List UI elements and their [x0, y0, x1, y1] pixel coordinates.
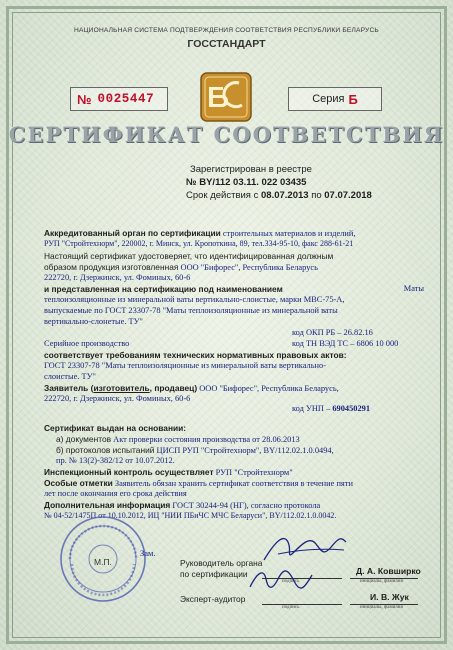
- number-sign: №: [77, 91, 92, 107]
- manufactured-label: образом продукция изготовленная: [44, 262, 179, 272]
- head-signature-icon: [258, 530, 348, 568]
- protocols-line-2: пр. № 13(2)-382/12 от 10.07.2012.: [56, 456, 175, 465]
- issued-on-basis-label: Сертификат выдан на основании:: [44, 423, 187, 433]
- unp-label: код УНП –: [292, 404, 331, 413]
- accredited-value: строительных материалов и изделий,: [222, 229, 356, 238]
- registration-number: № BY/112 03.11. 022 03435: [186, 177, 307, 188]
- presented-value-start: Маты: [403, 284, 424, 293]
- inspection-label: Инспекционный контроль осуществляет: [44, 467, 214, 477]
- head-name: Д. А. Ковширко: [356, 566, 421, 576]
- protocols-label: б) протоколов испытаний: [56, 445, 155, 455]
- documents-value: Акт проверки состояния производства от 28.06.2013: [113, 435, 300, 444]
- expert-signature-line: [262, 604, 342, 605]
- certificate-number: 0025447: [97, 92, 155, 106]
- applicant-line: [44, 383, 424, 395]
- expert-name: И. В. Жук: [370, 592, 409, 602]
- presented-line: [44, 284, 424, 296]
- expert-label: Эксперт-аудитор: [180, 594, 246, 604]
- documents-line: [56, 434, 426, 446]
- applicant-address: 222720, г. Дзержинск, ул. Фоминых, 60-6: [44, 394, 191, 403]
- applicant-label-rest: , продавец): [149, 383, 198, 393]
- accredited-address: РУП "Стройтехнорм", 220002, г. Минск, ул. Кропоткина, 89, тел.334-95-10, факс 288-61-21: [44, 239, 354, 248]
- applicant-label: Заявитель (: [44, 383, 94, 393]
- applicant-manufacturer-underlined: изготовитель: [93, 383, 150, 393]
- head-signature-caption: подпись: [282, 579, 300, 584]
- validity-prefix: Срок действия с: [186, 190, 259, 201]
- head-label-line-2: по сертификации: [180, 569, 248, 579]
- expert-name-caption: инициалы, фамилия: [360, 605, 403, 610]
- additional-info-line: [44, 500, 424, 512]
- national-system-header: НАЦИОНАЛЬНАЯ СИСТЕМА ПОДТВЕРЖДЕНИЯ СООТВЕТСТВИЯ РЕСПУБЛИКИ БЕЛАРУСЬ: [74, 27, 379, 34]
- expert-signature-icon: [246, 565, 316, 595]
- seal-place-mark: М.П.: [94, 557, 112, 567]
- notes-label: Особые отметки: [44, 478, 113, 488]
- product-line-2: выпускаемые по ГОСТ 23307-78 "Маты теплоизоляционные из минеральной ваты: [44, 306, 338, 315]
- manufacturer-value: ООО "Бифорес", Республика Беларусь: [180, 263, 318, 272]
- unp-value: 690450291: [332, 404, 371, 413]
- certifies-line-1: Настоящий сертификат удостоверяет, что идентифицированная должным: [44, 251, 334, 261]
- valid-to-date: 07.07.2018: [324, 190, 372, 201]
- additional-info-line-2: № 04-52/1475П от 10.10.2012, ИЦ "НИИ ПБиЧС МЧС Беларуси", BY/112.02.1.0.0042.: [44, 511, 337, 520]
- compliance-line-2: слоистые. ТУ": [44, 372, 96, 381]
- notes-line: [44, 478, 424, 490]
- head-name-caption: инициалы, фамилия: [360, 579, 403, 584]
- notes-line-2: лет после окончания его срока действия: [44, 489, 187, 498]
- series-label: Серия: [312, 93, 345, 105]
- additional-info-value: ГОСТ 30244-94 (НГ), согласно протокола: [172, 501, 321, 510]
- stb-logo-icon: [195, 71, 257, 123]
- valid-from-date: 08.07.2013: [261, 190, 309, 201]
- applicant-value: ООО "Бифорес", Республика Беларусь,: [199, 384, 339, 393]
- validity-period: [186, 190, 372, 201]
- unp-line: [292, 404, 370, 415]
- gosstandart-header: ГОССТАНДАРТ: [187, 38, 266, 50]
- expert-signature-caption: подпись: [282, 605, 300, 610]
- tnved-code: код ТН ВЭД ТС – 6806 10 000: [292, 339, 399, 348]
- product-line-1: теплоизоляционные из минеральной ваты вертикально-слоистые, марки МВС-75-А,: [44, 295, 345, 304]
- validity-to-word: по: [311, 190, 322, 201]
- serial-production: Серийное производство: [44, 339, 130, 348]
- accredited-body-line: [44, 228, 424, 240]
- manufacturer-address: 222720, г. Дзержинск, ул. Фоминых, 60-6: [44, 273, 191, 282]
- compliance-label: соответствует требованиям технических нормативных правовых актов:: [44, 350, 347, 360]
- presented-label: и представленная на сертификацию под наименованием: [44, 284, 283, 294]
- accredited-label: Аккредитованный орган по сертификации: [44, 228, 221, 238]
- protocols-line: [56, 445, 426, 457]
- inspection-value: РУП "Стройтехнорм": [215, 468, 293, 477]
- certificate-number-box: [70, 87, 168, 111]
- protocols-value: ЦИСП РУП "Стройтехнорм", BY/112.02.1.0.0494,: [156, 446, 334, 455]
- certifies-line-2: [44, 262, 424, 274]
- product-line-3: вертикально-слонетые. ТУ": [44, 317, 143, 326]
- series-box: [288, 87, 382, 111]
- deputy-mark: Зам.: [140, 548, 156, 558]
- series-letter: Б: [348, 91, 358, 107]
- compliance-line-1: ГОСТ 23307-78 "Маты теплоизоляционные из минеральной ваты вертикально-: [44, 361, 326, 370]
- certificate-title: СЕРТИФИКАТ СООТВЕТСТВИЯ: [8, 122, 445, 147]
- inspection-line: [44, 467, 424, 479]
- additional-info-label: Дополнительная информация: [44, 500, 171, 510]
- registration-line: Зарегистрирован в реестре: [190, 164, 312, 175]
- okp-code: код ОКП РБ – 26.82.16: [292, 328, 373, 337]
- documents-label: а) документов: [56, 434, 112, 444]
- head-label-line-1: Руководитель органа: [180, 558, 263, 568]
- notes-value: Заявитель обязан хранить сертификат соответствия в течение пяти: [114, 479, 353, 488]
